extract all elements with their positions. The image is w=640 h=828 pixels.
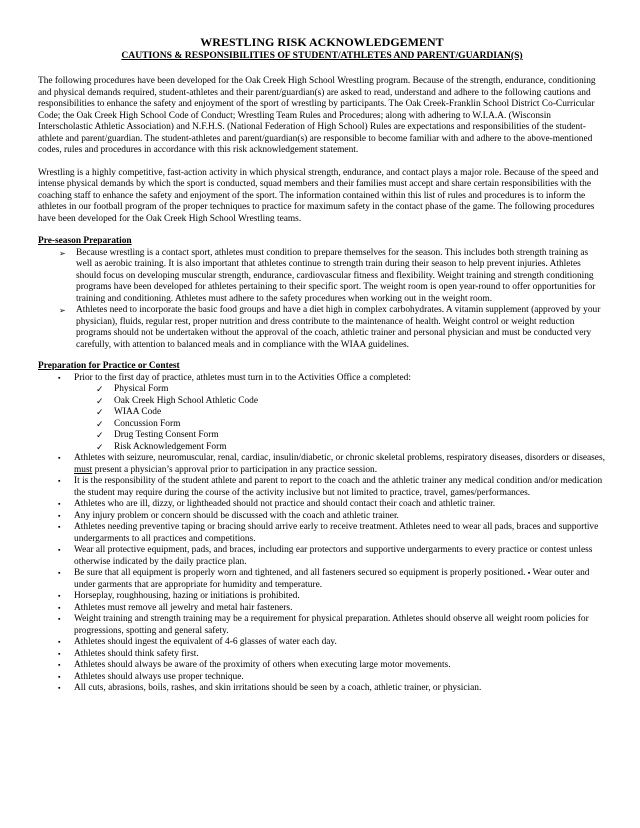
list-item-text: Because wrestling is a contact sport, athletes must condition to prepare themselves for the season. This includes both strength training as well as aerobic training. It is also important that athletes continue to strength train during their season to help prevent injuries. Athletes should focus on developing muscular strength, endurance, cardiovascular fitness and flexibility. Weight training and strength conditioning programs have been developed for athletes pertaining to their specific sport. The weight room is open year-round to offer opportunities for training and conditioning. Athletes must adhere to the safety procedures when working out in the weight room. <box>76 247 596 304</box>
list-item-text: Athletes needing preventive taping or bracing should arrive early to receive treatment. Athletes need to wear all pads, braces and supportive undergarments to all practices and competitions. <box>74 522 599 544</box>
square-bullet-icon: ▪ <box>58 454 61 462</box>
checkmark-icon: ✓ <box>96 384 104 394</box>
list-item-text: Athletes who are ill, dizzy, or lightheaded should not practice and should contact their coach and athletic trainer. <box>74 499 496 509</box>
list-item-text: Weight training and strength training may be a requirement for physical preparation. Athletes should observe all weight room policies for progressions, spotting and general safety. <box>74 614 589 636</box>
arrow-bullet-icon: ➢ <box>59 306 66 315</box>
square-bullet-icon: ▪ <box>58 546 61 554</box>
list-item-text: present a physician’s approval prior to participation in any practice session. <box>92 464 378 475</box>
practice-list <box>38 373 606 385</box>
square-bullet-icon: ▪ <box>58 684 61 692</box>
document-subtitle: CAUTIONS & RESPONSIBILITIES OF STUDENT/ATHLETES AND PARENT/GUARDIAN(S) <box>121 50 523 61</box>
list-item-text: Any injury problem or concern should be discussed with the coach and athletic trainer. <box>74 510 399 521</box>
square-bullet-icon: ▪ <box>58 615 61 623</box>
checkmark-icon: ✓ <box>96 430 104 440</box>
list-item <box>38 511 606 523</box>
form-item <box>38 384 606 396</box>
square-bullet-icon: ▪ <box>58 569 61 577</box>
list-item-text: Be sure that all equipment is properly worn and tightened, and all fasteners secured so equipment is properly positioned. <box>74 568 526 578</box>
practice-list-continued <box>38 453 606 695</box>
intro-paragraph-2: Wrestling is a highly competitive, fast-action activity in which physical strength, endurance, and contact plays a major role. Because of the speed and intense physical demands by which the sport is conducted, squad members and their families must accept and share certain responsibilities with the coaching staff to enhance the safety and enjoyment of the sport. The information contained within this list of rules and procedures is to inform the athletes in our football program of the proper techniques to practice for maximum safety in the contact phase of the game. The following procedures have been developed for the Oak Creek High School Wrestling teams. <box>38 167 599 224</box>
list-item <box>38 499 606 511</box>
square-bullet-icon: ▪ <box>58 373 61 382</box>
checkmark-icon: ✓ <box>96 407 104 417</box>
emphasis-text: must <box>74 464 93 475</box>
list-item <box>38 305 606 351</box>
list-item <box>38 476 606 499</box>
list-item-text: Prior to the first day of practice, athletes must turn in to the Activities Office a completed: <box>74 372 411 383</box>
list-item <box>38 672 606 684</box>
list-item <box>38 373 606 385</box>
list-item <box>38 453 606 476</box>
list-item-text: All cuts, abrasions, boils, rashes, and skin irritations should be seen by a coach, athletic trainer, or physician. <box>74 683 482 693</box>
arrow-bullet-icon: ➢ <box>59 248 66 258</box>
required-forms-list <box>38 384 606 453</box>
form-item-text: Physical Form <box>114 384 169 394</box>
form-item <box>38 430 606 442</box>
list-item <box>38 522 606 545</box>
list-item <box>38 545 606 568</box>
square-bullet-icon: ▪ <box>58 649 61 658</box>
list-item <box>38 649 606 661</box>
list-item-text: It is the responsibility of the student athlete and parent to report to the coach and the athletic trainer any medical condition and/or medication the student may require during the course of the activity inclusive but not limited to practice, travel, games/performances. <box>74 476 603 498</box>
document-title: WRESTLING RISK ACKNOWLEDGEMENT <box>200 35 444 49</box>
list-item <box>38 248 606 306</box>
list-item <box>38 683 606 695</box>
list-item <box>38 637 606 649</box>
square-bullet-icon: ▪ <box>58 603 61 612</box>
square-bullet-icon: ▪ <box>58 672 61 681</box>
square-bullet-icon: ▪ <box>58 523 61 531</box>
list-item-text: Athletes with seizure, neuromuscular, renal, cardiac, insulin/diabetic, or chronic skeletal problems, respiratory diseases, disorders or diseases, <box>74 453 605 463</box>
preseason-heading: Pre-season Preparation <box>38 236 132 246</box>
list-item-text: Wear outer and under garments that are appropriate for humidity and temperature. <box>74 568 590 590</box>
list-item-text: Athletes should always be aware of the proximity of others when executing large motor movements. <box>74 660 451 670</box>
list-item <box>38 603 606 615</box>
form-item-text: Concussion Form <box>114 418 181 429</box>
list-item-text: Wear all protective equipment, pads, and braces, including ear protectors and supportive undergarments to every practice or contest unless otherwise indicated by the daily practice plan. <box>74 545 593 567</box>
square-bullet-icon: ▪ <box>58 638 61 646</box>
square-bullet-icon: ▪ <box>58 500 61 508</box>
list-item-text: Athletes need to incorporate the basic food groups and have a diet high in complex carbohydrates. A vitamin supplement (approved by your physician), fluids, regular rest, proper nutrition and dress contribute to the maintenance of health. Weight control or weight reduction programs should not be undertaken without the approval of the coach, athletic trainer and personal physician and must be conducted very carefully, with attention to balanced meals and in compliance with the WIAA guidelines. <box>76 305 601 350</box>
checkmark-icon: ✓ <box>96 441 104 452</box>
form-item <box>38 407 606 419</box>
form-item-text: WIAA Code <box>114 407 162 417</box>
form-item-text: Oak Creek High School Athletic Code <box>114 395 258 406</box>
list-item <box>38 568 606 591</box>
form-item-text: Risk Acknowledgement Form <box>114 441 227 452</box>
list-item-text: Athletes should ingest the equivalent of 4-6 glasses of water each day. <box>74 637 337 647</box>
form-item-text: Drug Testing Consent Form <box>114 430 219 440</box>
square-bullet-icon: ▪ <box>527 569 531 577</box>
checkmark-icon: ✓ <box>96 395 104 406</box>
form-item <box>38 442 606 454</box>
form-item <box>38 396 606 408</box>
preseason-list <box>38 248 606 352</box>
square-bullet-icon: ▪ <box>58 477 61 485</box>
square-bullet-icon: ▪ <box>58 592 61 600</box>
list-item-text: Horseplay, roughhousing, hazing or initiations is prohibited. <box>74 591 300 601</box>
list-item <box>38 614 606 637</box>
practice-heading: Preparation for Practice or Contest <box>38 361 180 371</box>
square-bullet-icon: ▪ <box>58 661 61 669</box>
list-item-text: Athletes should always use proper technique. <box>74 671 244 682</box>
intro-paragraph-1: The following procedures have been developed for the Oak Creek High School Wrestling program. Because of the strength, endurance, conditioning and physical demands required, student-athletes and their parent/guardian(s) are asked to read, understand and adhere to the following cautions and responsibilities to enhance the safety and enjoyment of the sport of wrestling by participants. The Oak Creek-Franklin School District Co-Curricular Code; the Oak Creek High School Code of Conduct; Wrestling Team Rules and Procedures; along with adhering to W.I.A.A. (Wisconsin Interscholastic Athletic Association) and N.F.H.S. (National Federation of High School) Rules are expectations and responsibilities of the student-athlete and parent/guardian. The student-athletes and parent/guardian(s) are responsible to become familiar with and adhere to the above-mentioned codes, rules and procedures in accordance with this risk acknowledgement statement. <box>38 76 596 155</box>
list-item <box>38 660 606 672</box>
list-item-text: Athletes should think safety first. <box>74 648 199 659</box>
list-item <box>38 591 606 603</box>
square-bullet-icon: ▪ <box>58 511 61 520</box>
list-item-text: Athletes must remove all jewelry and metal hair fasteners. <box>74 602 293 613</box>
checkmark-icon: ✓ <box>96 418 104 429</box>
form-item <box>38 419 606 431</box>
